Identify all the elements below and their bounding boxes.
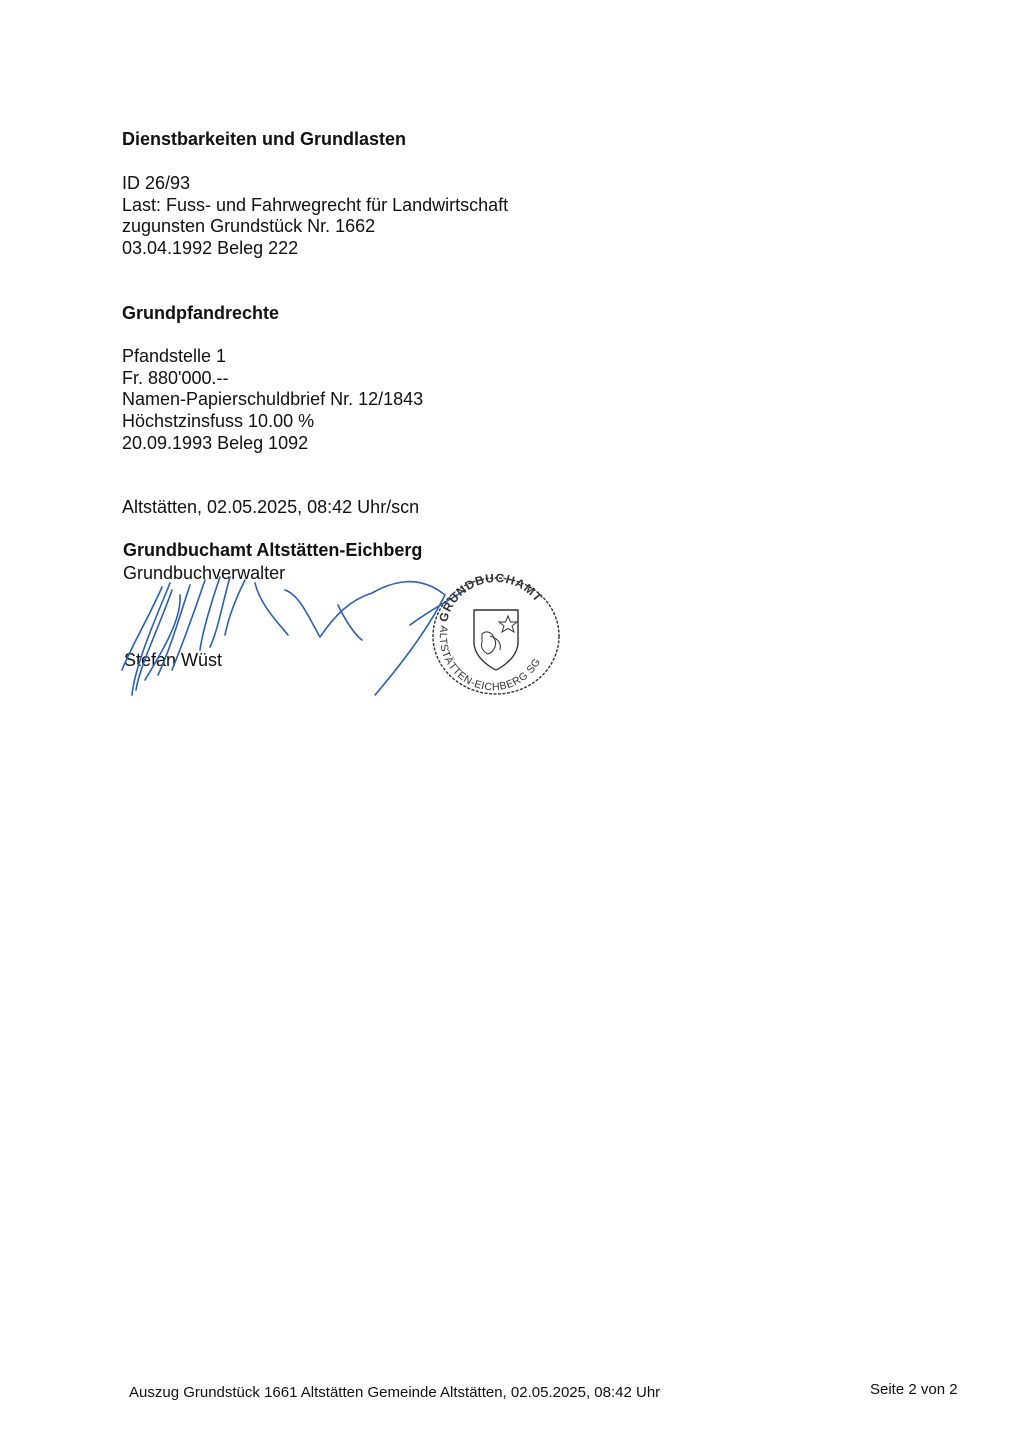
servitude-beneficiary: zugunsten Grundstück Nr. 1662 xyxy=(122,216,376,237)
servitude-id: ID 26/93 xyxy=(122,173,191,193)
footer-page-number: Seite 2 von 2 xyxy=(870,1381,958,1398)
mortgages-entry xyxy=(122,346,423,455)
svg-text:GRUNDBUCHAMT xyxy=(436,572,545,623)
mortgage-note: Namen-Papierschuldbrief Nr. 12/1843 xyxy=(122,389,424,410)
office-name: Grundbuchamt Altstätten-Eichberg xyxy=(123,540,423,560)
handwritten-signature xyxy=(110,565,470,705)
office-role: Grundbuchverwalter xyxy=(123,563,286,583)
mortgage-max-interest: Höchstzinsfuss 10.00 % xyxy=(122,411,315,432)
mortgage-position: Pfandstelle 1 xyxy=(122,346,227,366)
servitude-date-reference: 03.04.1992 Beleg 222 xyxy=(122,238,299,259)
mortgage-date-reference: 20.09.1993 Beleg 1092 xyxy=(122,432,309,453)
svg-text:ALTSTÄTTEN-EICHBERG SG xyxy=(437,625,544,694)
footer-extract-info: Auszug Grundstück 1661 Altstätten Gemeinde Altstätten, 02.05.2025, 08:42 Uhr xyxy=(129,1384,661,1401)
seal-text-bottom: ALTSTÄTTEN-EICHBERG SG xyxy=(436,624,544,694)
servitude-description: Last: Fuss- und Fahrwegrecht für Landwirtschaft xyxy=(122,194,509,215)
official-seal-stamp xyxy=(424,572,564,702)
place-date: Altstätten, 02.05.2025, 08:42 Uhr/scn xyxy=(122,497,420,517)
servitudes-entry xyxy=(122,173,508,260)
section-heading-servitudes: Dienstbarkeiten und Grundlasten xyxy=(122,129,407,149)
seal-text-top: GRUNDBUCHAMT xyxy=(436,572,546,624)
signer-name: Stefan Wüst xyxy=(124,650,223,670)
section-heading-mortgages: Grundpfandrechte xyxy=(122,303,280,323)
mortgage-amount: Fr. 880'000.-- xyxy=(122,367,229,388)
